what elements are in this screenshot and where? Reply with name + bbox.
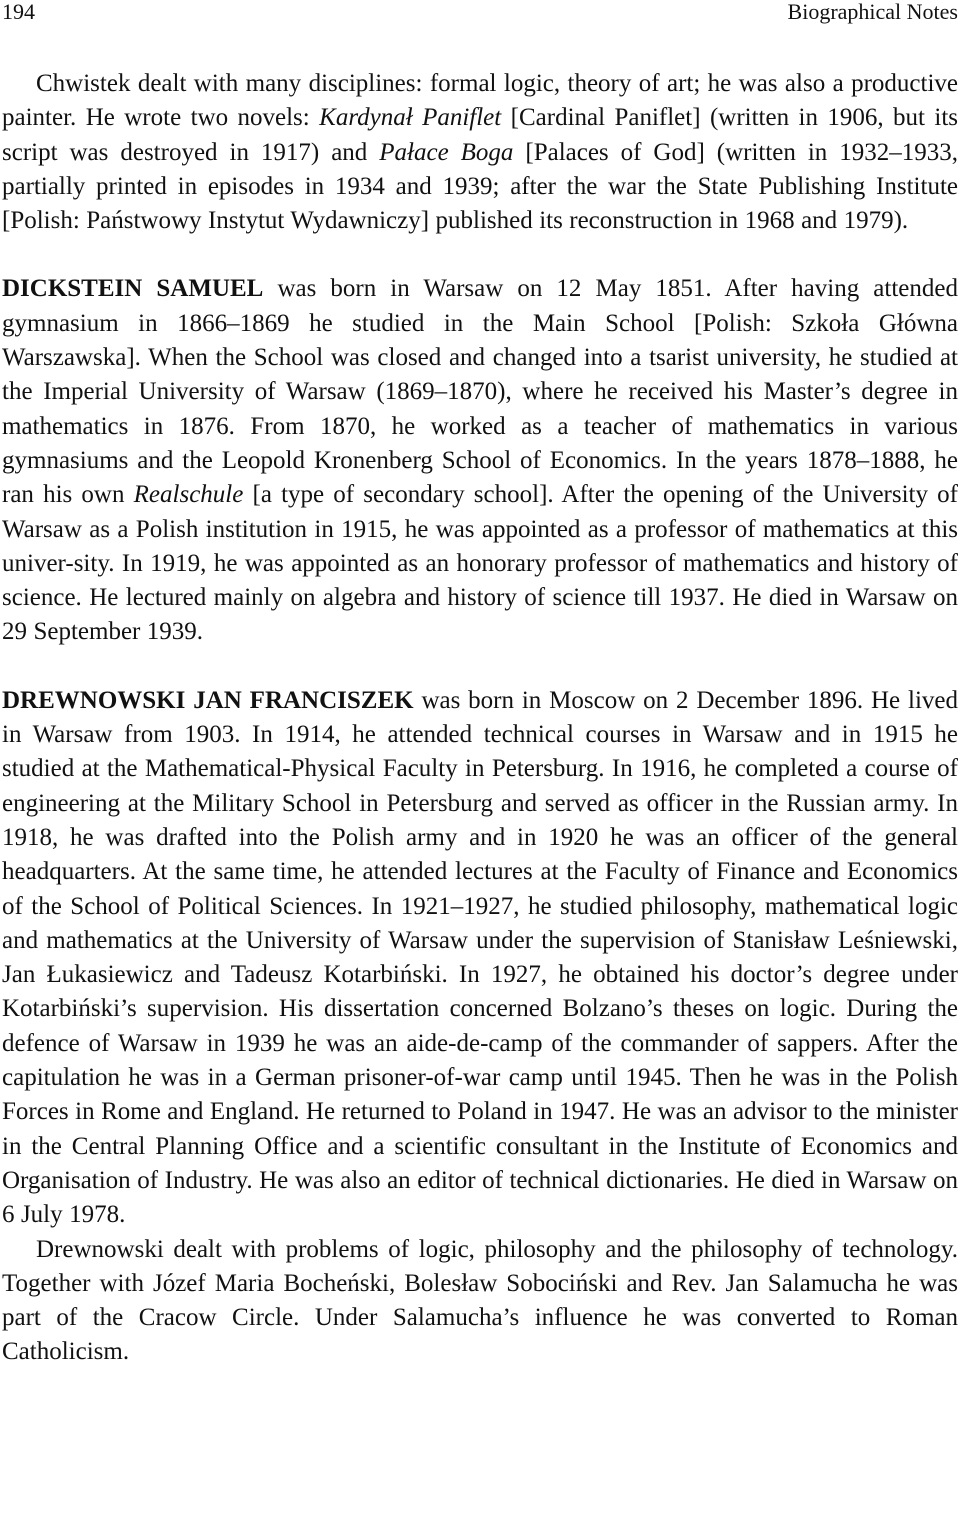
dickstein-entry <box>2 272 958 649</box>
drewnowski-paragraph-2: Drewnowski dealt with problems of logic, philosophy and the philosophy of technology. Together with Józef Maria Bocheński, Bolesław Sobociński and Rev. Jan Salamucha he was part of the Cracow Circle. Under Salamucha’s influence he was converted to Roman Catholicism. <box>2 1235 958 1366</box>
school-term: Realschule <box>133 481 244 509</box>
entry-name: DREWNOWSKI JAN FRANCISZEK <box>2 686 414 714</box>
page-number: 194 <box>2 0 35 24</box>
text-span: [a type of secondary school]. After the opening of the University of Warsaw as a Polish institution in 1915, he was appointed as a professor of mathematics at this univer-sity. In 1919, he was appointed as an honorary professor of mathematics and history of science. He lectured mainly on algebra and history of science till 1937. He died in Warsaw on 29 September 1939. <box>2 481 958 646</box>
text-span: Chwistek dealt with many disciplines: formal logic, theory of art; he was also a productive painter. He wrote two novels: <box>2 70 958 132</box>
text-span: [Palaces of God] (written in 1932–1933, partially printed in episodes in 1934 and 1939; after the war the State Publishing Institute [Polish: Państwowy Instytut Wydawniczy] published its reconstruction in 1968 and 1979). <box>2 138 958 235</box>
novel-title: Pałace Boga <box>379 138 514 166</box>
text-span: was born in Warsaw on 12 May 1851. After having attended gymnasium in 1866–1869 he studied in the Main School [Polish: Szkoła Główna Warszawska]. When the School was closed and changed into a tsarist university, he studied at the Imperial University of Warsaw (1869–1870), where he received his Master’s degree in mathematics in 1876. From 1870, he worked as a teacher of mathematics in various gymnasiums and the Leopold Kronenberg School of Economics. In the years 1878–1888, he ran his own <box>2 275 958 509</box>
novel-title: Kardynał Paniflet <box>319 104 502 132</box>
drewnowski-entry <box>2 684 958 1233</box>
book-page <box>2 0 958 1370</box>
chwistek-paragraph <box>2 67 958 238</box>
text-span: was born in Moscow on 2 December 1896. He lived in Warsaw from 1903. In 1914, he attended technical courses in Warsaw and in 1915 he studied at the Mathematical-Physical Faculty in Petersburg. In 1916, he completed a course of engineering at the Military School in Petersburg and served as officer in the Russian army. In 1918, he was drafted into the Polish army and in 1920 he was an officer of the general headquarters. At the same time, he attended lectures at the Faculty of Finance and Economics of the School of Political Sciences. In 1921–1927, he studied philosophy, mathematical logic and mathematics at the University of Warsaw under the supervision of Stanisław Leśniewski, Jan Łukasiewicz and Tadeusz Kotarbiński. In 1927, he obtained his doctor’s degree under Kotarbiński’s supervision. His dissertation concerned Bolzano’s theses on logic. During the defence of Warsaw in 1939 he was an aide-de-camp of the commander of sappers. After the capitulation he was in a German prisoner-of-war camp until 1945. Then he was in the Polish Forces in Rome and England. He returned to Poland in 1947. He was an advisor to the minister in the Central Planning Office and a scientific consultant in the Institute of Economics and Organisation of Industry. He was also an editor of technical dictionaries. He died in Warsaw on 6 July 1978. <box>2 686 958 1229</box>
running-head <box>2 0 958 24</box>
section-title: Biographical Notes <box>787 0 958 24</box>
body-text <box>2 67 958 1370</box>
text-span: [Cardinal Paniflet] (written in 1906, but its script was destroyed in 1917) and <box>2 104 959 166</box>
entry-name: DICKSTEIN SAMUEL <box>2 275 264 303</box>
